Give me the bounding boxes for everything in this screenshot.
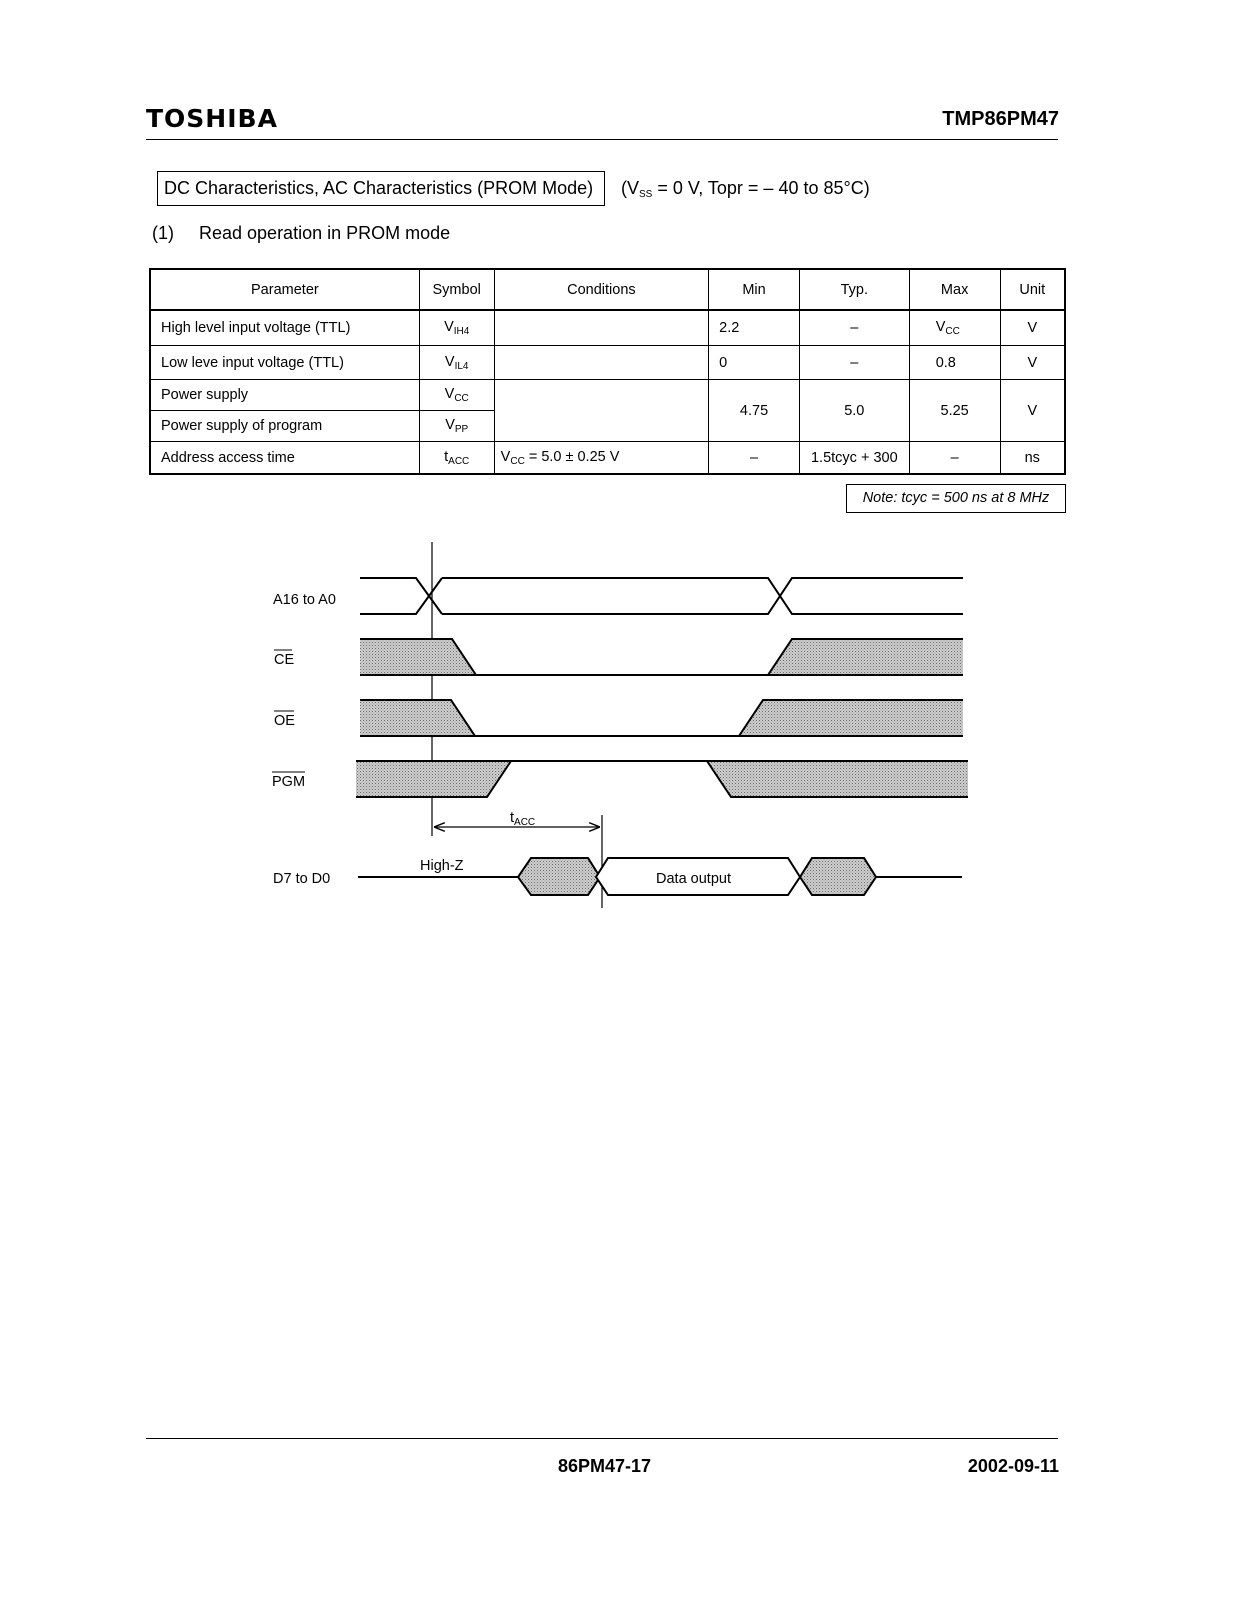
cell-parameter: Power supply — [150, 380, 419, 411]
col-header-unit: Unit — [1000, 269, 1065, 310]
cell-min: – — [709, 442, 800, 475]
cell-max: – — [909, 442, 1000, 475]
col-header-max: Max — [909, 269, 1000, 310]
cell-typ: 5.0 — [799, 380, 909, 442]
col-header-conditions: Conditions — [494, 269, 708, 310]
cell-symbol: $V_{CC}$ — [419, 380, 494, 411]
subsection-number: (1) — [152, 223, 174, 243]
ce-shaded-end — [768, 639, 963, 675]
cell-parameter: Low leve input voltage (TTL) — [150, 346, 419, 380]
cell-unit: V — [1000, 310, 1065, 346]
tacc-label: $t_{ACC}$ — [510, 810, 536, 828]
cell-max: 0.8 — [909, 346, 1000, 380]
cell-typ: 1.5tcyc + 300 — [799, 442, 909, 475]
section-title: DC Characteristics, AC Characteristics (PROM Mode) — [157, 171, 605, 206]
cell-symbol: $V_{IH4}$ — [419, 310, 494, 346]
section-conditions: ($V_{SS} = 0$ V, Topr = – 40 to 85°C) — [621, 178, 870, 200]
footer-rule — [146, 1438, 1058, 1439]
highz-label: High-Z — [420, 858, 464, 874]
cell-symbol: $V_{IL4}$ — [419, 346, 494, 380]
cell-max: $V_{CC}$ — [909, 310, 1000, 346]
address-waveform — [360, 578, 963, 614]
page-date: 2002-09-11 — [967, 1456, 1059, 1476]
cell-parameter: Power supply of program — [150, 411, 419, 442]
cell-parameter: High level input voltage (TTL) — [150, 310, 419, 346]
data-undefined-1 — [518, 858, 600, 895]
part-number: TMP86PM47 — [942, 108, 1059, 130]
cell-unit: V — [1000, 346, 1065, 380]
cell-symbol: $t_{ACC}$ — [419, 442, 494, 475]
note-box: Note: tcyc = 500 ns at 8 MHz — [846, 484, 1066, 513]
pgm-shaded-start — [356, 761, 511, 797]
signal-label-pgm: PGM — [272, 774, 306, 790]
pgm-shaded-end — [707, 761, 968, 797]
cell-min: 2.2 — [709, 310, 800, 346]
signal-label-address: A16 to A0 — [273, 592, 336, 608]
brand-logo: TOSHIBA — [146, 104, 278, 133]
cell-max: 5.25 — [909, 380, 1000, 442]
cell-symbol: $V_{PP}$ — [419, 411, 494, 442]
data-output-label: Data output — [656, 871, 731, 887]
cell-typ: – — [799, 310, 909, 346]
cell-min: 4.75 — [709, 380, 800, 442]
page-number: 86PM47-17 — [558, 1456, 652, 1476]
subsection-title: Read operation in PROM mode — [199, 223, 451, 243]
data-undefined-2 — [800, 858, 876, 895]
ce-shaded-start — [360, 639, 476, 675]
cell-conditions: $V_{CC} = 5.0 \pm 0.25$ V — [494, 442, 708, 475]
cell-parameter: Address access time — [150, 442, 419, 475]
oe-shaded-end — [739, 700, 963, 736]
oe-shaded-start — [360, 700, 475, 736]
col-header-parameter: Parameter — [150, 269, 419, 310]
cell-min: 0 — [709, 346, 800, 380]
cell-unit: V — [1000, 380, 1065, 442]
signal-label-oe: OE — [274, 713, 295, 729]
signal-label-data: D7 to D0 — [273, 871, 331, 887]
col-header-min: Min — [709, 269, 800, 310]
signal-label-ce: CE — [274, 652, 295, 668]
cell-typ: – — [799, 346, 909, 380]
col-header-typ: Typ. — [799, 269, 909, 310]
col-header-symbol: Symbol — [419, 269, 494, 310]
cell-unit: ns — [1000, 442, 1065, 475]
